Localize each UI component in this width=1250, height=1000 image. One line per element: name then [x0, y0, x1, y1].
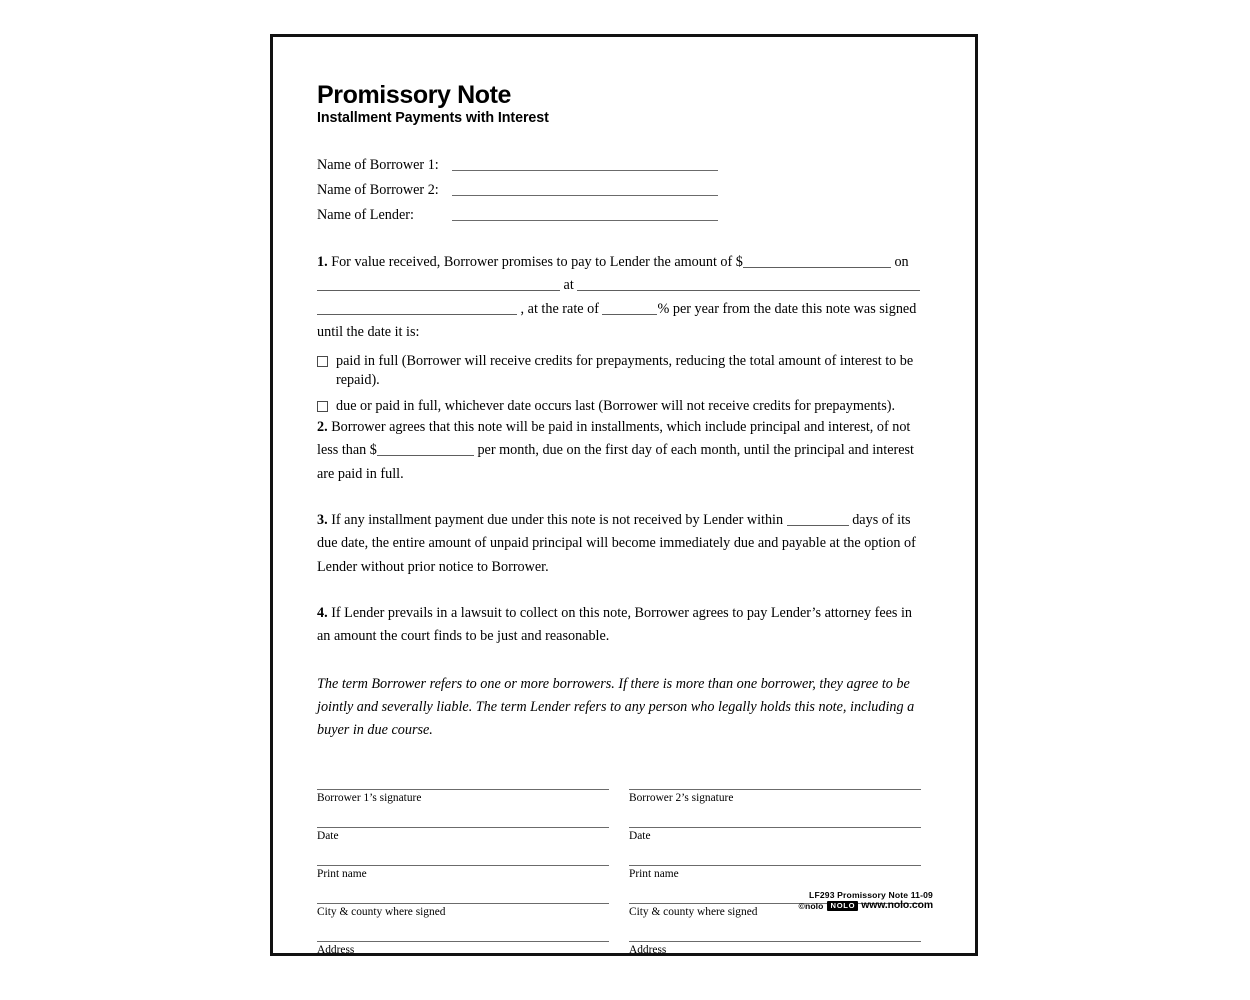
page-content [317, 82, 921, 979]
footer-website-url[interactable]: www.nolo.com [861, 900, 933, 911]
clause-4 [317, 602, 921, 649]
sig-row-signature-right [629, 789, 921, 827]
label-borrower-2: Name of Borrower 2: [317, 182, 439, 199]
nolo-logo-icon: NOLO [827, 901, 859, 911]
checkbox-icon-due-or-paid-in-full[interactable] [317, 401, 328, 412]
clause-1-text-5: % per year from the date this note was signed until the date it is: [317, 300, 917, 340]
caption-address-borrower-2: Address [629, 944, 667, 957]
clause-2-number: 2. [317, 419, 328, 436]
caption-print-name-borrower-2: Print name [629, 868, 679, 881]
clause-1-text-3: at [560, 277, 578, 294]
sig-row-address-left [317, 941, 609, 979]
sig-row-date-right [629, 827, 921, 865]
clause-3 [317, 509, 921, 579]
caption-signature-borrower-1: Borrower 1’s signature [317, 792, 422, 805]
page-title: Promissory Note [317, 81, 512, 109]
clause-3-text-2: days of its due date, the entire amount of unpaid principal will become immediately due and payable at the option of Lender without prior notice to Borrower. [317, 512, 916, 575]
caption-date-borrower-1: Date [317, 830, 339, 843]
sig-row-signature-left [317, 789, 609, 827]
checkbox-icon-paid-in-full[interactable] [317, 356, 328, 367]
option-due-or-paid-in-full-label: due or paid in full, whichever date occurs last (Borrower will not receive credits for prepayments). [336, 398, 896, 415]
input-place-line-1[interactable] [577, 276, 920, 291]
clause-3-number: 3. [317, 512, 328, 529]
input-lender[interactable] [452, 220, 718, 221]
clause-3-text-1: If any installment payment due under this note is not received by Lender within [327, 512, 787, 529]
option-paid-in-full-label: paid in full (Borrower will receive credits for prepayments, reducing the total amount of interest to be repaid). [336, 353, 914, 389]
field-row-lender [317, 199, 921, 224]
clause-2-text-1: Borrower agrees that this note will be paid in installments, which include principal and interest, of not less than $ [317, 419, 911, 459]
clause-body [317, 251, 921, 742]
input-place-line-2[interactable] [317, 299, 517, 314]
input-amount[interactable] [743, 253, 891, 268]
field-row-borrower-2 [317, 174, 921, 199]
label-lender: Name of Lender: [317, 207, 414, 224]
document-page [270, 34, 978, 956]
clause-4-number: 4. [317, 604, 328, 621]
sig-row-date-left [317, 827, 609, 865]
input-borrower-1[interactable] [452, 170, 718, 171]
caption-city-county-borrower-2: City & county where signed [629, 906, 758, 919]
sig-row-address-right [629, 941, 921, 979]
clause-1-text-2: on [890, 253, 909, 270]
option-due-or-paid-in-full[interactable] [317, 397, 921, 416]
field-row-borrower-1 [317, 149, 921, 174]
clause-1-text-4: , at the rate of [517, 300, 603, 317]
clause-2 [317, 416, 921, 486]
sig-row-print-name-left [317, 865, 609, 903]
caption-print-name-borrower-1: Print name [317, 868, 367, 881]
input-monthly-payment[interactable] [377, 441, 474, 456]
signature-block [317, 789, 921, 979]
input-borrower-2[interactable] [452, 195, 718, 196]
input-grace-days[interactable] [787, 511, 849, 526]
caption-address-borrower-1: Address [317, 944, 355, 957]
name-fields-group [317, 149, 921, 224]
input-interest-rate[interactable] [602, 299, 657, 314]
footer-copyright: ©nolo [798, 901, 824, 911]
input-due-date[interactable] [317, 276, 560, 291]
clause-1 [317, 251, 921, 344]
caption-city-county-borrower-1: City & county where signed [317, 906, 446, 919]
clause-4-text-1: If Lender prevails in a lawsuit to collect on this note, Borrower agrees to pay Lender’s attorney fees in an amount the court finds to be just and reasonable. [317, 604, 913, 645]
sig-row-city-county-left [317, 903, 609, 941]
footer-imprint [799, 890, 933, 911]
clause-1-text-1: For value received, Borrower promises to pay to Lender the amount of $ [327, 253, 743, 270]
footer-brand-line [799, 901, 933, 911]
clause-2-text-2: per month, due on the first day of each month, until the principal and interest are paid in full. [317, 442, 914, 482]
option-paid-in-full[interactable] [317, 352, 921, 390]
caption-date-borrower-2: Date [629, 830, 651, 843]
definitions-note: The term Borrower refers to one or more borrowers. If there is more than one borrower, they agree to be jointly and severally liable. The term Lender refers to any person who legally holds this note, including a buyer in due course. [317, 675, 915, 739]
caption-signature-borrower-2: Borrower 2’s signature [629, 792, 734, 805]
clause-1-number: 1. [317, 253, 328, 270]
clause-1-options [317, 352, 921, 416]
page-subtitle: Installment Payments with Interest [317, 110, 549, 127]
signature-column-borrower-1 [317, 789, 609, 979]
label-borrower-1: Name of Borrower 1: [317, 157, 439, 174]
signature-column-borrower-2 [629, 789, 921, 979]
footer-form-id: LF293 Promissory Note 11-09 [809, 890, 933, 900]
